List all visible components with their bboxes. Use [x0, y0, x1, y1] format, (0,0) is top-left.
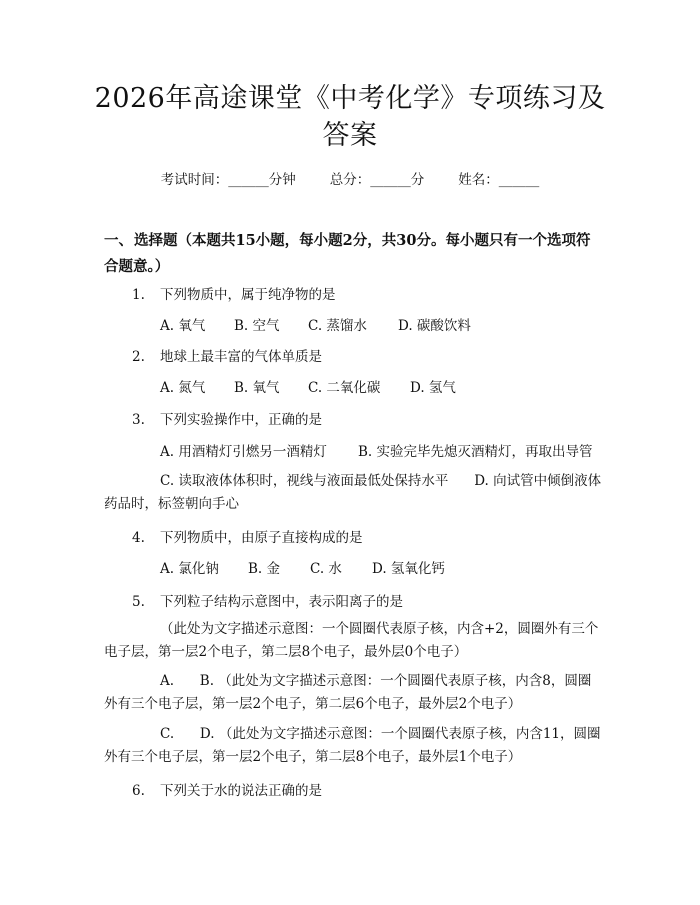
- question-5-options-cd: [104, 723, 604, 769]
- option-d: D. 氢气: [410, 380, 456, 396]
- name-label: 姓名：______: [458, 172, 540, 188]
- question-number: 6.: [132, 783, 145, 799]
- option-b: B. （此处为文字描述示意图：一个圆圈代表原子核，内含8，圆圈外有三个电子层，第一层2个电子，第二层6个电子，最外层2个电子）: [104, 673, 592, 712]
- question-stem: 下列物质中，属于纯净物的是: [160, 287, 336, 303]
- question-stem: 地球上最丰富的气体单质是: [160, 349, 322, 365]
- option-c: C. 蒸馏水: [308, 318, 367, 334]
- question-stem: 下列实验操作中，正确的是: [160, 412, 322, 428]
- option-d: D. 碳酸饮料: [398, 318, 471, 334]
- option-d: D. 向试管中倾倒液体药品时，标签朝向手心: [104, 473, 602, 512]
- option-b: B. 实验完毕先熄灭酒精灯，再取出导管: [358, 444, 593, 460]
- exam-time-label: 考试时间：______分钟: [160, 172, 296, 188]
- question-number: 3.: [132, 412, 145, 428]
- section-heading: [104, 228, 604, 280]
- question-5-diagram-description: [104, 618, 604, 664]
- exam-info-line: [0, 168, 700, 188]
- section-number: 一、: [104, 232, 133, 249]
- option-b: B. 氧气: [234, 380, 280, 396]
- question-number: 5.: [132, 594, 145, 610]
- question-1: [132, 283, 612, 303]
- diagram-description: （此处为文字描述示意图：一个圆圈代表原子核，内含+2，圆圈外有三个电子层，第一层2个电子，第二层8个电子，最外层0个电子）: [104, 621, 599, 660]
- question-stem: 下列粒子结构示意图中，表示阳离子的是: [160, 594, 403, 610]
- question-3: [132, 408, 612, 428]
- section-heading-text: 选择题（本题共15小题，每小题2分，共30分。每小题只有一个选项符合题意。）: [104, 232, 591, 275]
- question-stem: 下列关于水的说法正确的是: [160, 783, 322, 799]
- option-a: A. 用酒精灯引燃另一酒精灯: [160, 444, 327, 460]
- option-a: A.: [160, 673, 175, 689]
- question-5-options-ab: [104, 670, 604, 716]
- option-a: A. 氧气: [160, 318, 206, 334]
- question-2-options: [160, 376, 456, 396]
- question-4: [132, 526, 612, 546]
- option-a: A. 氮气: [160, 380, 206, 396]
- option-c: C. 二氧化碳: [308, 380, 381, 396]
- question-number: 1.: [132, 287, 145, 303]
- question-number: 2.: [132, 349, 145, 365]
- question-3-options-cd: [104, 470, 604, 516]
- question-6: [132, 779, 612, 799]
- option-c: C.: [160, 726, 175, 742]
- question-2: [132, 345, 612, 365]
- total-score-label: 总分：______分: [329, 172, 425, 188]
- question-1-options: [160, 314, 471, 334]
- question-number: 4.: [132, 530, 145, 546]
- option-c: C. 水: [310, 561, 342, 577]
- question-3-options-ab: [160, 440, 593, 460]
- question-stem: 下列物质中，由原子直接构成的是: [160, 530, 363, 546]
- option-b: B. 空气: [234, 318, 280, 334]
- question-5: [132, 590, 612, 610]
- option-d: D. （此处为文字描述示意图：一个圆圈代表原子核，内含11，圆圈外有三个电子层，第一层2个电子，第二层8个电子，最外层1个电子）: [104, 726, 601, 765]
- option-c: C. 读取液体体积时，视线与液面最低处保持水平: [160, 473, 449, 489]
- option-a: A. 氯化钠: [160, 561, 219, 577]
- question-4-options: [160, 557, 445, 577]
- option-d: D. 氢氧化钙: [372, 561, 445, 577]
- option-b: B. 金: [248, 561, 281, 577]
- document-title: 2026年高途课堂《中考化学》专项练习及答案: [94, 83, 606, 151]
